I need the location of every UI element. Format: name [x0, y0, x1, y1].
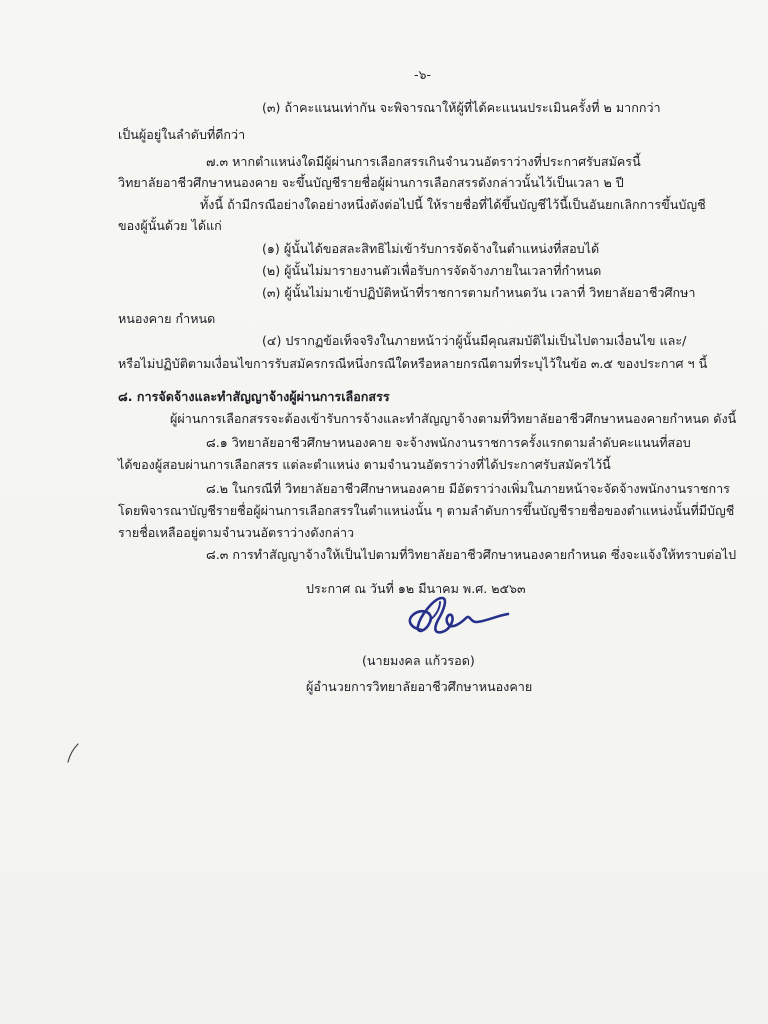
condition-3-line-2: หนองคาย กำหนด [118, 311, 216, 326]
clause-8-2-line-3: รายชื่อเหลืออยู่ตามจำนวนอัตราว่างดังกล่าว [118, 525, 355, 540]
condition-4-line-1: (๔) ปรากฏข้อเท็จจริงในภายหน้าว่าผู้นั้นมีคุณสมบัติไม่เป็นไปตามเงื่อนไข และ/ [262, 333, 687, 348]
clause-7-3-line-3: ทั้งนี้ ถ้ามีกรณีอย่างใดอย่างหนึ่งดังต่อไปนี้ ให้รายชื่อที่ได้ขึ้นบัญชีไว้นี้เป็นอันยกเลิกการขึ้นบัญชี [200, 197, 706, 212]
clause-7-2-3-line-2: เป็นผู้อยู่ในลำดับที่ดีกว่า [118, 127, 246, 142]
section-8-intro: ผู้ผ่านการเลือกสรรจะต้องเข้ารับการจ้างและทำสัญญาจ้างตามที่วิทยาลัยอาชีวศึกษาหนองคายกำหนด ดังนี้ [170, 411, 737, 426]
announcement-date: ประกาศ ณ วันที่ ๑๒ มีนาคม พ.ศ. ๒๕๖๓ [306, 581, 526, 596]
clause-8-3: ๘.๓ การทำสัญญาจ้างให้เป็นไปตามที่วิทยาลัยอาชีวศึกษาหนองคายกำหนด ซึ่งจะแจ้งให้ทราบต่อไป [206, 547, 737, 562]
condition-3-line-1: (๓) ผู้นั้นไม่มาเข้าปฏิบัติหน้าที่ราชการตามกำหนดวัน เวลาที่ วิทยาลัยอาชีวศึกษา [262, 285, 696, 300]
signatory-title: ผู้อำนวยการวิทยาลัยอาชีวศึกษาหนองคาย [306, 679, 533, 694]
section-8-heading: ๘. การจัดจ้างและทำสัญญาจ้างผู้ผ่านการเลือกสรร [118, 389, 390, 404]
clause-7-3-line-4: ของผู้นั้นด้วย ได้แก่ [118, 218, 222, 233]
page-number: -๖- [414, 67, 432, 82]
signature-image [400, 590, 530, 650]
clause-7-3-line-2: วิทยาลัยอาชีวศึกษาหนองคาย จะขึ้นบัญชีรายชื่อผู้ผ่านการเลือกสรรดังกล่าวนั้นไว้เป็นเวลา ๒ ปี [118, 175, 624, 190]
condition-2: (๒) ผู้นั้นไม่มารายงานตัวเพื่อรับการจัดจ้างภายในเวลาที่กำหนด [262, 263, 602, 278]
clause-8-1-line-1: ๘.๑ วิทยาลัยอาชีวศึกษาหนองคาย จะจ้างพนักงานราชการครั้งแรกตามลำดับคะแนนที่สอบ [206, 435, 691, 450]
condition-1: (๑) ผู้นั้นได้ขอสละสิทธิไม่เข้ารับการจัดจ้างในตำแหน่งที่สอบได้ [262, 241, 600, 256]
clause-8-2-line-2: โดยพิจารณาบัญชีรายชื่อผู้ผ่านการเลือกสรรในตำแหน่งนั้น ๆ ตามลำดับการขึ้นบัญชีรายชื่อของตำแหน่งนั้นที่มีบัญชี [118, 503, 735, 518]
clause-8-2-line-1: ๘.๒ ในกรณีที่ วิทยาลัยอาชีวศึกษาหนองคาย มีอัตราว่างเพิ่มในภายหน้าจะจัดจ้างพนักงานราชการ [206, 481, 730, 496]
pen-mark [66, 742, 80, 764]
clause-7-2-3-line-1: (๓) ถ้าคะแนนเท่ากัน จะพิจารณาให้ผู้ที่ได้คะแนนประเมินครั้งที่ ๒ มากกว่า [262, 100, 661, 115]
signatory-name: (นายมงคล แก้วรอด) [362, 653, 475, 668]
clause-7-3-line-1: ๗.๓ หากตำแหน่งใดมีผู้ผ่านการเลือกสรรเกินจำนวนอัตราว่างที่ประกาศรับสมัครนี้ [206, 154, 641, 169]
condition-4-line-2: หรือไม่ปฏิบัติตามเงื่อนไขการรับสมัครกรณีหนึ่งกรณีใดหรือหลายกรณีตามที่ระบุไว้ในข้อ ๓.๕ ของประกาศ ฯ นี้ [118, 356, 708, 371]
clause-8-1-line-2: ได้ของผู้สอบผ่านการเลือกสรร แต่ละตำแหน่ง ตามจำนวนอัตราว่างที่ได้ประกาศรับสมัครไว้นี้ [118, 457, 611, 472]
